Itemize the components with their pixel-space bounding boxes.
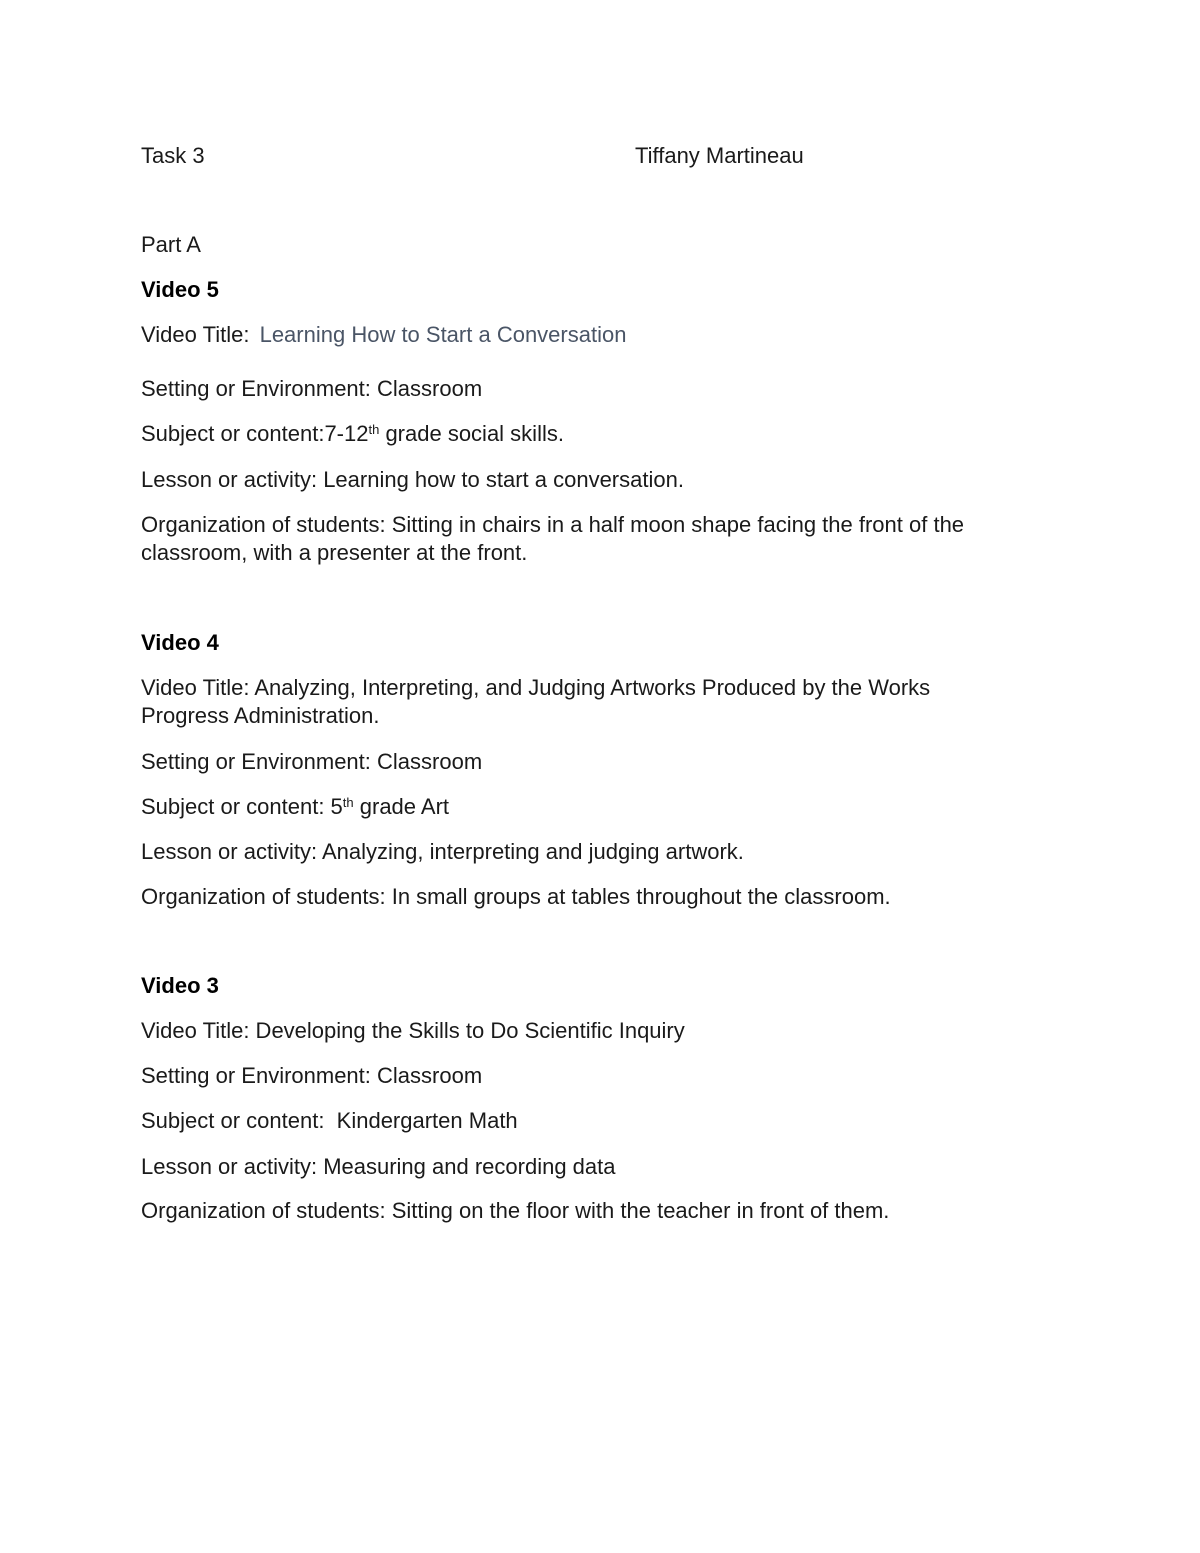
video-title-line: Video Title: Analyzing, Interpreting, and Judging Artworks Produced by the Works Progress Administration. [141, 675, 931, 728]
author-name: Tiffany Martineau [635, 143, 804, 168]
setting-line: Setting or Environment: Classroom [141, 749, 483, 774]
ordinal-suffix: th [342, 795, 354, 810]
subject-line [141, 793, 449, 821]
ordinal-suffix: th [368, 422, 380, 437]
subject-line: Subject or content: Kindergarten Math [141, 1108, 518, 1133]
setting-line: Setting or Environment: Classroom [141, 376, 483, 401]
task-label: Task 3 [141, 143, 205, 168]
subject-text-rest: grade Art [353, 794, 450, 819]
video-title-line [141, 321, 626, 349]
lesson-line: Lesson or activity: Learning how to start a conversation. [141, 467, 684, 492]
video-heading: Video 3 [141, 973, 219, 998]
subject-text: Subject or content:7-12 [141, 421, 369, 446]
video-title-label: Video Title: [141, 322, 250, 347]
subject-text-rest: grade social skills. [379, 421, 564, 446]
lesson-line: Lesson or activity: Analyzing, interpreting and judging artwork. [141, 839, 744, 864]
subject-text: Subject or content: 5 [141, 794, 343, 819]
video-heading: Video 5 [141, 277, 219, 302]
setting-line: Setting or Environment: Classroom [141, 1063, 483, 1088]
organization-line: Organization of students: Sitting on the floor with the teacher in front of them. [141, 1198, 890, 1223]
organization-line: Organization of students: In small groups at tables throughout the classroom. [141, 884, 891, 909]
video-title-line: Video Title: Developing the Skills to Do Scientific Inquiry [141, 1018, 685, 1043]
lesson-line: Lesson or activity: Measuring and recording data [141, 1154, 616, 1179]
subject-line [141, 420, 564, 448]
video-heading: Video 4 [141, 630, 219, 655]
video-title: Learning How to Start a Conversation [259, 322, 627, 347]
organization-line: Organization of students: Sitting in chairs in a half moon shape facing the front of the classroom, with a presenter at the front. [141, 512, 965, 565]
part-label: Part A [141, 232, 201, 257]
